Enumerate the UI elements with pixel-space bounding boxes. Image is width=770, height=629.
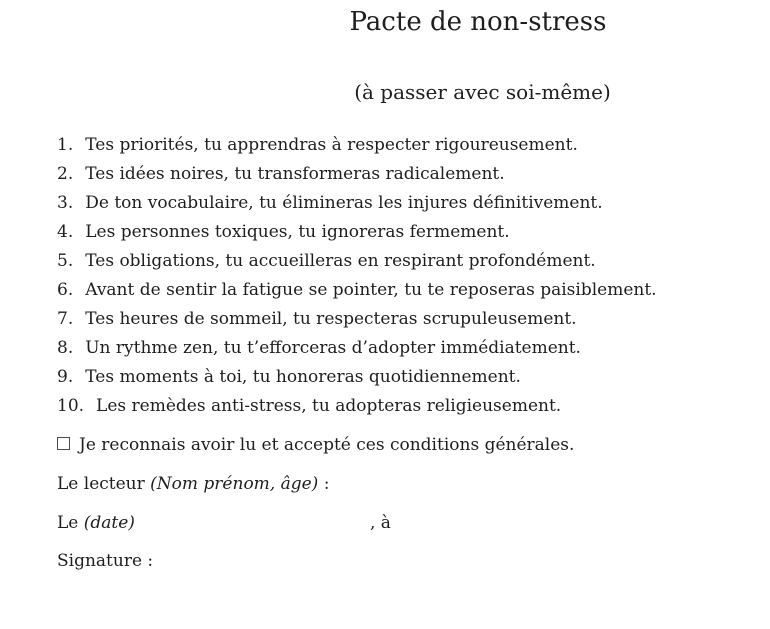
- list-item: [57, 392, 760, 421]
- list-item: [57, 160, 760, 189]
- acceptance-label: Je reconnais avoir lu et accepté ces conditions générales.: [79, 435, 575, 455]
- date-place-label: , à: [370, 513, 391, 533]
- list-item: [57, 305, 760, 334]
- list-item: [57, 334, 760, 363]
- page-title: Pacte de non-stress: [349, 7, 607, 37]
- list-item-number: 9.: [57, 367, 74, 387]
- list-item-number: 5.: [57, 251, 74, 271]
- list-item-text: Tes obligations, tu accueilleras en respirant profondément.: [85, 251, 596, 271]
- list-item-number: 3.: [57, 193, 74, 213]
- reader-line: [57, 470, 760, 499]
- list-item: [57, 131, 760, 160]
- page-subtitle: (à passer avec soi-même): [354, 80, 611, 104]
- acceptance-line: [57, 431, 760, 460]
- pact-list: [57, 131, 760, 421]
- reader-colon: :: [318, 474, 330, 494]
- date-hint: (date): [83, 513, 135, 533]
- date-line: [57, 509, 760, 538]
- acceptance-checkbox[interactable]: [57, 437, 70, 450]
- list-item-number: 4.: [57, 222, 74, 242]
- list-item-text: Tes priorités, tu apprendras à respecter rigoureusement.: [85, 135, 578, 155]
- reader-label: Le lecteur: [57, 474, 151, 494]
- reader-hint: (Nom prénom, âge): [150, 474, 319, 494]
- list-item-text: Tes idées noires, tu transformeras radicalement.: [85, 164, 505, 184]
- date-label: Le: [57, 513, 84, 533]
- list-item-number: 7.: [57, 309, 74, 329]
- signature-label: Signature :: [57, 551, 154, 571]
- list-item-number: 8.: [57, 338, 74, 358]
- list-item: [57, 363, 760, 392]
- list-item: [57, 276, 760, 305]
- list-item-text: Les personnes toxiques, tu ignoreras fermement.: [85, 222, 510, 242]
- list-item-text: Les remèdes anti-stress, tu adopteras religieusement.: [96, 396, 562, 416]
- list-item-number: 6.: [57, 280, 74, 300]
- list-item: [57, 218, 760, 247]
- list-item-text: Tes moments à toi, tu honoreras quotidiennement.: [85, 367, 521, 387]
- list-item: [57, 247, 760, 276]
- list-item: [57, 189, 760, 218]
- list-item-text: De ton vocabulaire, tu élimineras les injures définitivement.: [85, 193, 603, 213]
- list-item-number: 10.: [57, 396, 85, 416]
- list-item-text: Avant de sentir la fatigue se pointer, tu te reposeras paisiblement.: [85, 280, 657, 300]
- signature-line: [57, 547, 760, 576]
- list-item-number: 1.: [57, 135, 74, 155]
- list-item-number: 2.: [57, 164, 74, 184]
- list-item-text: Tes heures de sommeil, tu respecteras scrupuleusement.: [85, 309, 577, 329]
- list-item-text: Un rythme zen, tu t’efforceras d’adopter immédiatement.: [85, 338, 581, 358]
